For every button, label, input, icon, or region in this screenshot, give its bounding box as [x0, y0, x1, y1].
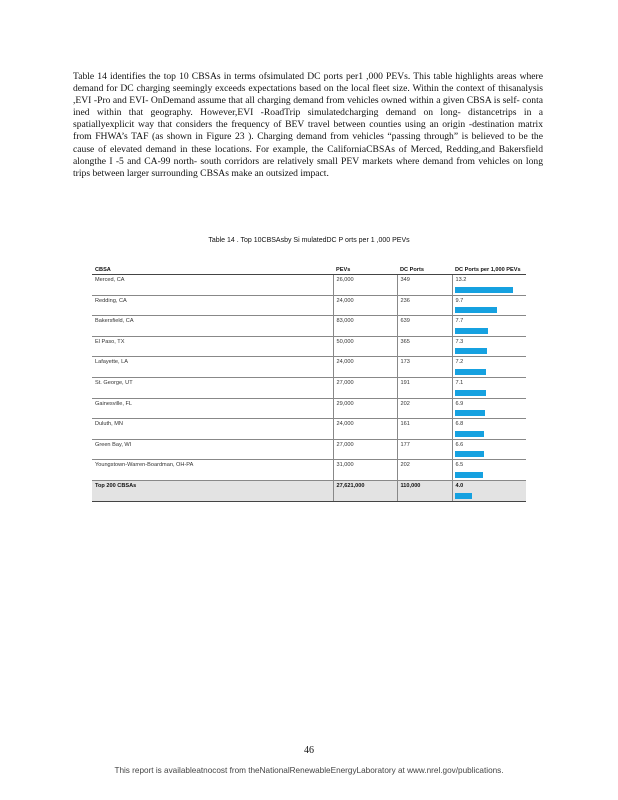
cell-dc-ports — [397, 419, 452, 440]
cell-dc-ports-per-1000-text: 7.3 — [455, 338, 464, 345]
cell-dc-ports — [397, 460, 452, 481]
cell-dc-ports-text: 177 — [400, 441, 410, 448]
cell-pevs-text: 26,000 — [336, 277, 354, 283]
cell-dc-ports-per-1000-text: 9.7 — [455, 297, 464, 304]
cell-cbsa — [92, 275, 333, 296]
header-dc-ports-per-1000: DC Ports per 1,000 PEVs — [452, 259, 526, 275]
cell-pevs — [333, 316, 397, 337]
value-bar — [455, 348, 487, 354]
cell-dc-ports-per-1000 — [452, 419, 526, 440]
table-row — [92, 398, 526, 419]
cell-dc-ports-text: 161 — [400, 421, 410, 428]
cell-pevs-text: 24,000 — [336, 421, 354, 428]
cell-cbsa-text: Redding, CA — [95, 297, 127, 304]
cell-cbsa — [92, 460, 333, 481]
value-bar — [455, 410, 485, 416]
cell-dc-ports-per-1000 — [452, 275, 526, 296]
table-caption: Table 14 . Top 10CBSAsby Si mulatedDC P orts per 1 ,000 PEVs — [208, 237, 410, 244]
cell-pevs-text: 24,000 — [336, 359, 354, 366]
cell-cbsa-text: Duluth, MN — [95, 421, 123, 428]
value-bar — [455, 493, 473, 499]
cell-dc-ports — [397, 295, 452, 316]
cell-cbsa-text: El Paso, TX — [95, 338, 125, 345]
cell-pevs-text: 27,000 — [336, 441, 354, 448]
table-row — [92, 336, 526, 357]
cell-dc-ports-text: 365 — [400, 338, 410, 345]
cell-dc-ports-per-1000-text: 6.6 — [455, 441, 464, 448]
cell-cbsa-text: Youngstown-Warren-Boardman, OH-PA — [95, 462, 194, 469]
header-pevs: PEVs — [333, 259, 397, 275]
cell-cbsa-text: Top 200 CBSAs — [95, 482, 137, 489]
cell-dc-ports-per-1000-text: 6.8 — [455, 421, 464, 428]
footer-note: This report is availableatnocost from theNationalRenewableEnergyLaboratory at www.nrel.gov/publications. — [114, 766, 504, 775]
header-dc-ports: DC Ports — [397, 259, 452, 275]
cell-pevs-text: 31,000 — [336, 462, 354, 469]
cell-pevs — [333, 295, 397, 316]
cell-dc-ports-per-1000 — [452, 357, 526, 378]
cell-pevs-text: 50,000 — [336, 338, 354, 345]
cell-dc-ports-per-1000 — [452, 316, 526, 337]
cell-dc-ports — [397, 275, 452, 296]
cell-dc-ports — [397, 316, 452, 337]
cell-dc-ports-per-1000-text: 7.1 — [455, 379, 464, 386]
value-bar — [455, 472, 484, 478]
cell-cbsa-text: Green Bay, WI — [95, 441, 132, 448]
cell-pevs-text: 29,000 — [336, 400, 354, 407]
cell-dc-ports-text: 202 — [400, 462, 410, 469]
cell-dc-ports-text: 191 — [400, 379, 410, 386]
cell-dc-ports-per-1000-text: 7.2 — [455, 359, 464, 366]
value-bar — [455, 390, 486, 396]
cell-pevs — [333, 460, 397, 481]
cell-pevs — [333, 377, 397, 398]
cell-dc-ports-per-1000 — [452, 295, 526, 316]
cell-pevs — [333, 419, 397, 440]
cell-pevs — [333, 398, 397, 419]
cell-cbsa — [92, 398, 333, 419]
cell-pevs — [333, 439, 397, 460]
value-bar — [455, 307, 498, 313]
body-paragraph: Table 14 identifies the top 10 CBSAs in terms ofsimulated DC ports per1 ,000 PEVs. This table highlights areas where demand for DC charging seemingly exceeds expectations based on the local fleet size. Within the context of thisanalysis ,EVI -Pro and EVI- OnDemand assume that all charging demand from vehicles owned within a given CBSA is self- conta ined within that geography. However,EVI -RoadTrip simulatedcharging demand on long- distancetrips in a spatiallyexplicit way that considers the frequency of BEV travel between counties using an origin -destination matrix from FHWA’s TAF (as shown in Figure 23 ). Charging demand from vehicles “passing through” is believed to be the cause of elevated demand in these locations. For example, the CaliforniaCBSAs of Merced, Redding,and Bakersfield alongthe I -5 and CA-99 north- south corridors are relatively small PEV markets where demand from vehicles on long trips between larger surrounding CBSAs make an outsized impact. — [73, 71, 543, 179]
cell-dc-ports-per-1000 — [452, 336, 526, 357]
table-row — [92, 377, 526, 398]
table-row — [92, 275, 526, 296]
table-row — [92, 419, 526, 440]
cell-dc-ports-per-1000-text: 6.9 — [455, 400, 464, 407]
cell-dc-ports-per-1000-text: 13.2 — [455, 277, 467, 283]
cell-cbsa — [92, 377, 333, 398]
cell-dc-ports-per-1000 — [452, 460, 526, 481]
cell-cbsa — [92, 439, 333, 460]
cell-dc-ports-text: 110,000 — [400, 482, 421, 489]
value-bar — [455, 451, 484, 457]
value-bar — [455, 287, 513, 293]
cell-dc-ports-per-1000-text: 4.0 — [455, 482, 464, 489]
cell-dc-ports-text: 236 — [400, 297, 410, 304]
cell-cbsa-text: Merced, CA — [95, 277, 125, 283]
cell-pevs — [333, 480, 397, 501]
table-row — [92, 295, 526, 316]
cell-pevs-text: 24,000 — [336, 297, 354, 304]
value-bar — [455, 328, 489, 334]
header-cbsa: CBSA — [92, 259, 333, 275]
cell-cbsa — [92, 295, 333, 316]
cell-dc-ports-text: 202 — [400, 400, 410, 407]
table-total-row — [92, 480, 526, 501]
table-header-row — [92, 259, 526, 275]
table-row — [92, 460, 526, 481]
cell-pevs — [333, 357, 397, 378]
cell-dc-ports-text: 639 — [400, 318, 410, 325]
table-row — [92, 357, 526, 378]
cell-dc-ports-per-1000 — [452, 439, 526, 460]
cell-dc-ports-per-1000-text: 7.7 — [455, 318, 464, 325]
value-bar — [455, 431, 485, 437]
cell-cbsa-text: Lafayette, LA — [95, 359, 128, 366]
cell-pevs-text: 27,000 — [336, 379, 354, 386]
table-body — [92, 275, 526, 502]
cell-cbsa — [92, 316, 333, 337]
cell-pevs-text: 83,000 — [336, 318, 354, 325]
cell-dc-ports — [397, 336, 452, 357]
cell-pevs — [333, 275, 397, 296]
cbsa-table — [92, 259, 526, 502]
cell-dc-ports-per-1000 — [452, 377, 526, 398]
cell-dc-ports-per-1000 — [452, 398, 526, 419]
cell-cbsa-text: Gainesville, FL — [95, 400, 132, 407]
cell-dc-ports-text: 173 — [400, 359, 410, 366]
cell-dc-ports-text: 349 — [400, 277, 410, 283]
cell-pevs — [333, 336, 397, 357]
table-row — [92, 439, 526, 460]
cell-cbsa-text: St. George, UT — [95, 379, 133, 386]
cell-dc-ports — [397, 398, 452, 419]
cell-cbsa — [92, 357, 333, 378]
cell-cbsa — [92, 419, 333, 440]
value-bar — [455, 369, 487, 375]
cell-cbsa — [92, 336, 333, 357]
cell-dc-ports — [397, 377, 452, 398]
cell-dc-ports — [397, 357, 452, 378]
cell-pevs-text: 27,621,000 — [336, 482, 365, 489]
cell-cbsa — [92, 480, 333, 501]
cell-dc-ports — [397, 439, 452, 460]
cell-dc-ports — [397, 480, 452, 501]
cell-dc-ports-per-1000 — [452, 480, 526, 501]
table-row — [92, 316, 526, 337]
cell-cbsa-text: Bakersfield, CA — [95, 318, 134, 325]
cell-dc-ports-per-1000-text: 6.5 — [455, 462, 464, 469]
page-number: 46 — [304, 745, 314, 756]
